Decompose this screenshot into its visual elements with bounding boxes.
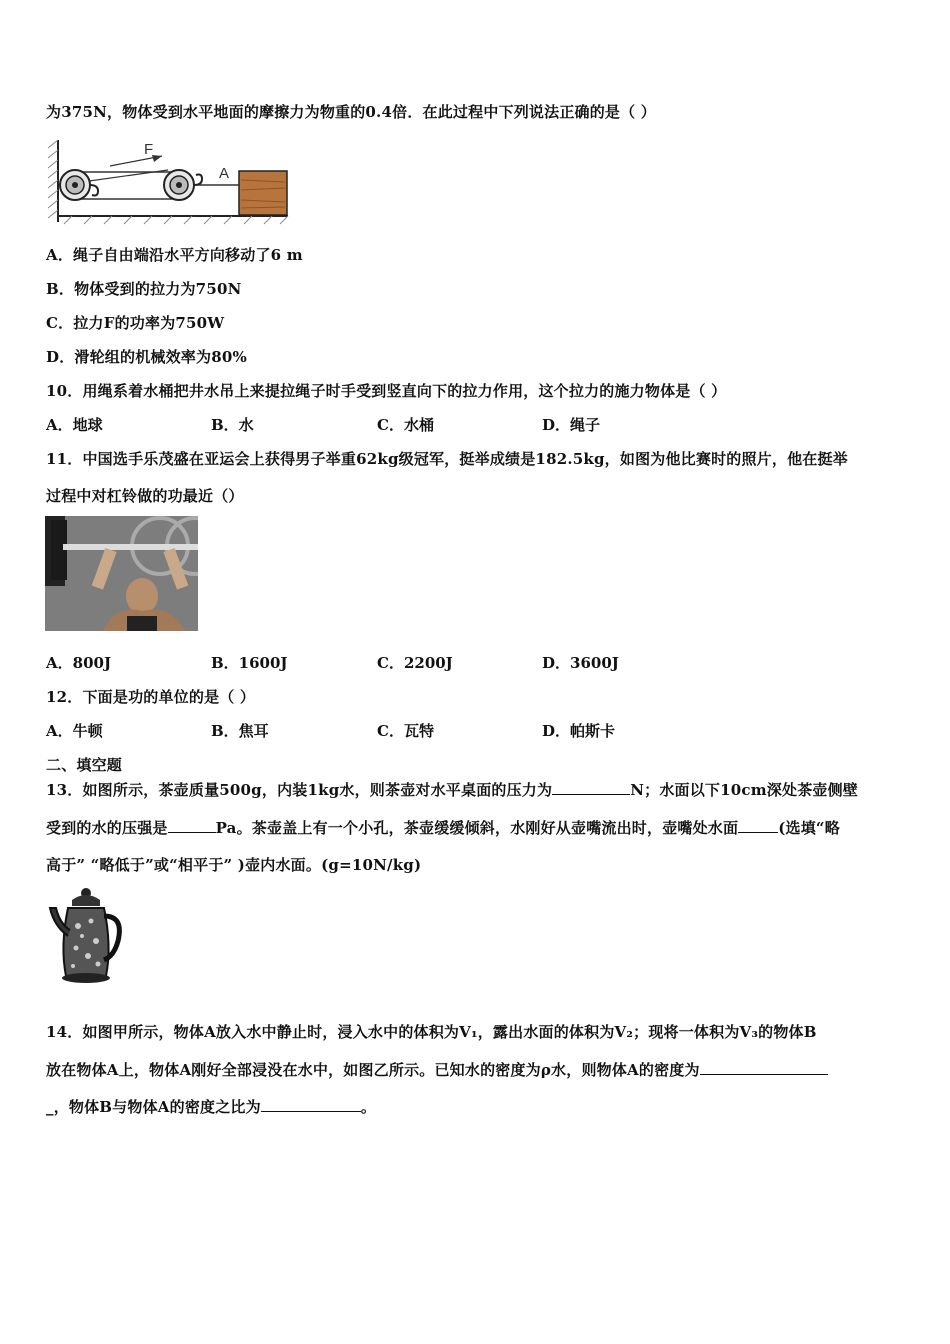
- q12-option-c: C．瓦特: [377, 722, 434, 740]
- q14-line1: 14．如图甲所示，物体A放入水中静止时，浸入水中的体积为V₁，露出水面的体积为V₂；现将一体积为V₃的物体B: [46, 1023, 817, 1041]
- q10-option-c: C．水桶: [377, 416, 434, 434]
- q10-option-d: D．绳子: [542, 416, 601, 434]
- q10-option-a: A．地球: [46, 416, 103, 434]
- q12-option-a: A．牛顿: [46, 722, 103, 740]
- q11-option-b: B．1600J: [211, 654, 288, 672]
- q14-line2-text: 放在物体A上，物体A刚好全部浸没在水中，如图乙所示。已知水的密度为ρ水，则物体A的密度为: [46, 1061, 700, 1079]
- q9-stem-tail: 为375N，物体受到水平地面的摩擦力为物重的0.4倍．在此过程中下列说法正确的是（ ）: [46, 103, 656, 121]
- q14-line2: [46, 1060, 828, 1080]
- q9-option-b: B．物体受到的拉力为750N: [46, 280, 242, 298]
- q13-blank-1[interactable]: [552, 780, 630, 795]
- q14-blank-1[interactable]: [700, 1060, 828, 1075]
- q13-line2-a: 受到的水的压强是: [46, 819, 168, 837]
- q13-line2-c: (选填“略: [778, 819, 840, 837]
- q9-option-c: C．拉力F的功率为750W: [46, 314, 225, 332]
- force-label: F: [144, 141, 154, 158]
- q11-stem-line2: 过程中对杠铃做的功最近（）: [46, 487, 244, 505]
- q11-option-a: A．800J: [46, 654, 112, 672]
- q13-line1-b: N；水面以下10cm深处茶壶侧壁: [630, 781, 858, 799]
- q14-line3-a: _，物体B与物体A的密度之比为: [46, 1098, 261, 1116]
- weightlifter-photo: [45, 516, 198, 631]
- q10-stem: 10．用绳系着水桶把井水吊上来提拉绳子时手受到竖直向下的拉力作用，这个拉力的施力物体是（ ）: [46, 382, 727, 400]
- q14-line3: [46, 1097, 376, 1117]
- q13-blank-2[interactable]: [168, 818, 216, 833]
- q13-line1: [46, 780, 858, 800]
- q13-line2: [46, 818, 840, 838]
- q12-stem: 12．下面是功的单位的是（ ）: [46, 688, 256, 706]
- point-a-label: A: [219, 165, 230, 182]
- q11-option-d: D．3600J: [542, 654, 619, 672]
- q9-option-a: A．绳子自由端沿水平方向移动了6 m: [46, 246, 303, 264]
- q12-option-b: B．焦耳: [211, 722, 269, 740]
- q13-line2-b: Pa。茶壶盖上有一个小孔，茶壶缓缓倾斜，水刚好从壶嘴流出时，壶嘴处水面: [215, 819, 739, 837]
- pulley-figure: [44, 138, 290, 226]
- q9-option-d: D．滑轮组的机械效率为80%: [46, 348, 247, 366]
- q10-option-b: B．水: [211, 416, 254, 434]
- teapot-figure: [46, 886, 126, 986]
- q14-line3-b: 。: [360, 1098, 377, 1116]
- q13-line1-a: 13．如图所示，茶壶质量500g，内装1kg水，则茶壶对水平桌面的压力为: [46, 781, 553, 799]
- q12-option-d: D．帕斯卡: [542, 722, 616, 740]
- q13-blank-3[interactable]: [738, 818, 778, 833]
- q11-option-c: C．2200J: [377, 654, 453, 672]
- q14-blank-2[interactable]: [261, 1097, 361, 1112]
- q13-line3: 高于” “略低于”或“相平于” )壶内水面。(g=10N/kg): [46, 856, 422, 874]
- section-title: 二、填空题: [46, 756, 123, 774]
- q11-stem-line1: 11．中国选手乐茂盛在亚运会上获得男子举重62kg级冠军，挺举成绩是182.5kg，如图为他比赛时的照片，他在挺举: [46, 450, 848, 468]
